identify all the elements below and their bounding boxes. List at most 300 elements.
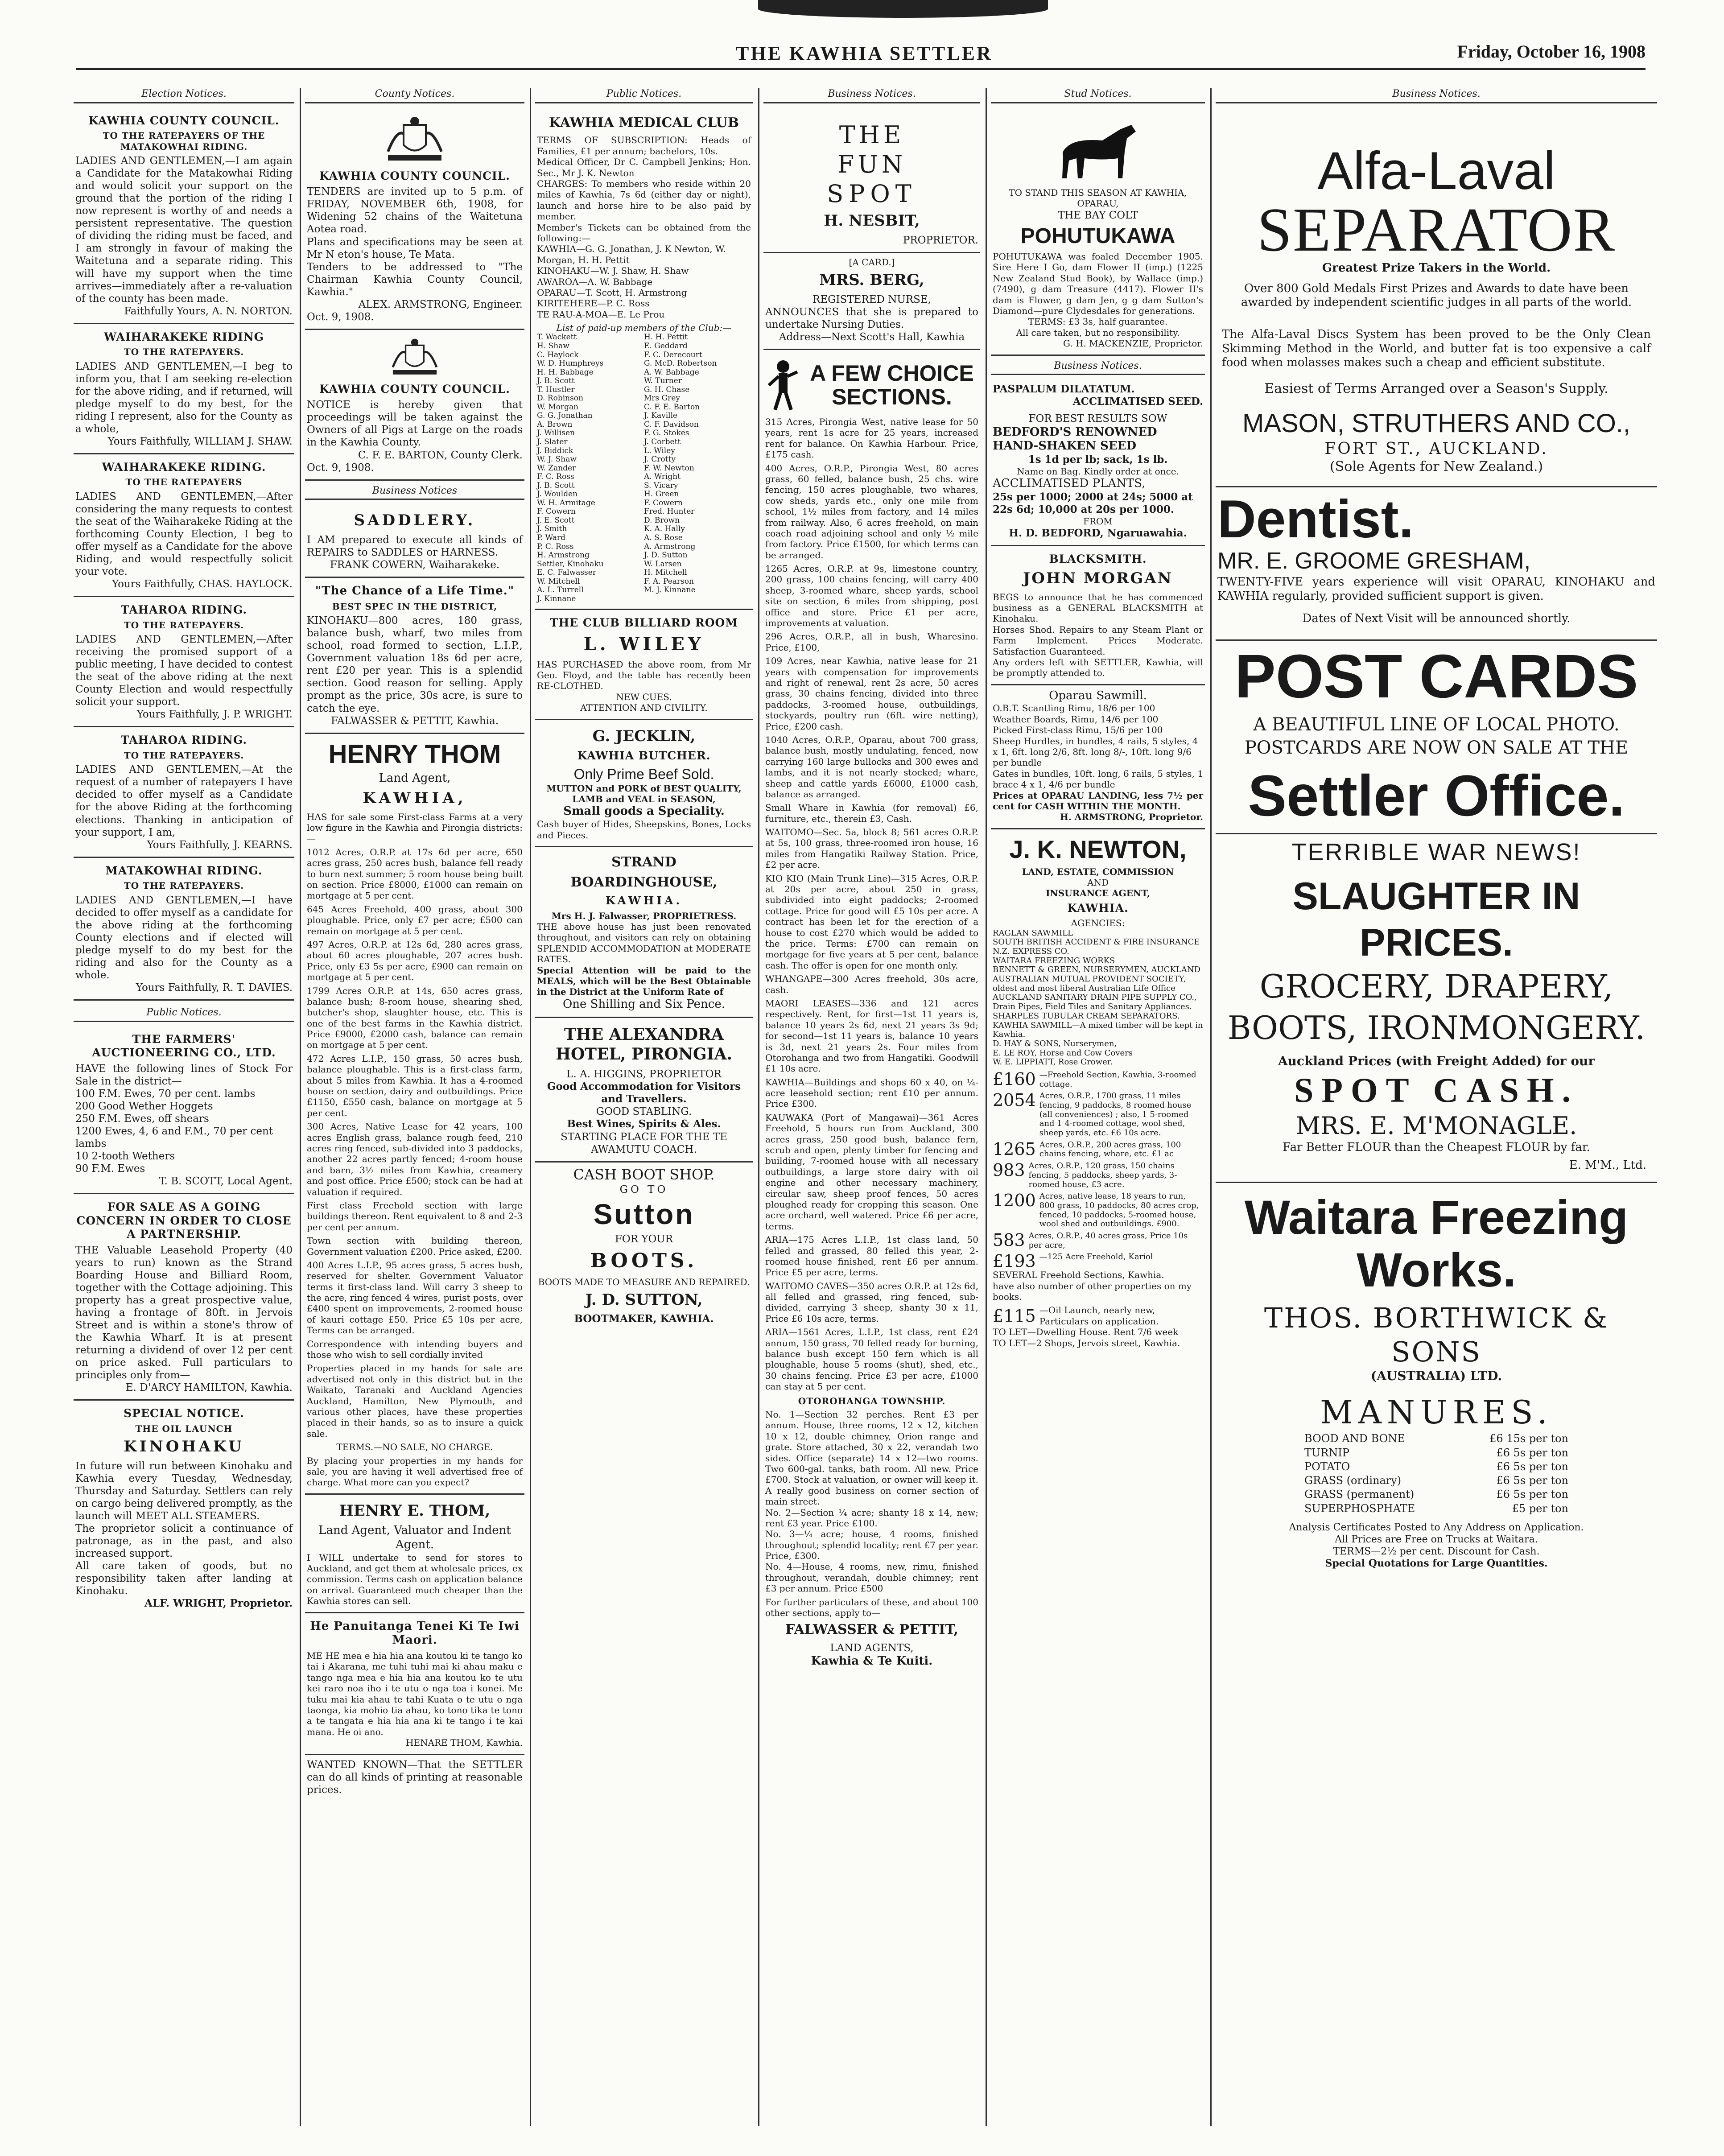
advert-waitara-freezing bbox=[1216, 1183, 1657, 1575]
manure-price: £5 per ton bbox=[1512, 1502, 1568, 1515]
stock-line: 100 F.M. Ewes, 70 per cent. lambs bbox=[75, 1088, 256, 1100]
agency-item: BENNETT & GREEN, NURSERYMEN, AUCKLAND bbox=[993, 965, 1201, 975]
notice-subtitle: THE OIL LAUNCH bbox=[135, 1423, 233, 1434]
member-name: G. H. Chase bbox=[644, 385, 690, 394]
notice-title: THE CLUB BILLIARD ROOM bbox=[550, 616, 738, 630]
advert-flour: Far Better FLOUR than the Cheapest FLOUR by far. bbox=[1283, 1141, 1590, 1154]
member-name: J. Crotty bbox=[644, 455, 676, 464]
to-let-line: TO LET—2 Shops, Jervois street, Kawhia. bbox=[993, 1337, 1180, 1348]
stud-care: All care taken, but no responsibility. bbox=[1016, 327, 1180, 338]
notice-title: "The Chance of a Life Time." bbox=[315, 584, 515, 598]
notice-jk-newton bbox=[991, 829, 1205, 1354]
notice-body: NEW CUES. bbox=[616, 691, 672, 702]
advert-name: MRS. E. M'MONAGLE. bbox=[1295, 1112, 1577, 1140]
notice-body: LADIES AND GENTLEMEN,—I have decided to offer myself as a candidate for the above riding at the forthcoming County elections and if elected will pledge myself to do my best for the riding and also for the County as a whole. bbox=[75, 894, 293, 981]
notice-body: ANNOUNCES that she is prepared to undertake Nursing Duties. bbox=[765, 306, 978, 330]
notice-signature: E. D'ARCY HAMILTON, Kawhia. bbox=[125, 1382, 293, 1394]
notice-title: FOR SALE AS A GOING CONCERN IN ORDER TO CLOSE A PARTNERSHIP. bbox=[76, 1200, 292, 1241]
notice-paspalum bbox=[991, 379, 1205, 546]
notice-body: LADIES AND GENTLEMEN,—After receiving the promised support of a public meeting, I have decided to contest the seat of the above riding at the next County Election and would respectfully solicit your support. bbox=[75, 634, 293, 708]
agent-role: Land Agent, bbox=[379, 771, 451, 785]
listing-item: 472 Acres L.I.P., 150 grass, 50 acres bush, balance ploughable. This is a first-class farm, about 5 miles from Kawhia. It has a 4-roomed house on section, dairy and outbuildings. Price £1150, £550 cash, balance on mortgage at 5 per cent. bbox=[307, 1053, 523, 1118]
notice-signature: C. F. E. BARTON, County Clerk. bbox=[358, 449, 523, 461]
agent-and: AND bbox=[1087, 877, 1109, 888]
listing-item: First class Freehold section with large buildings thereon. Rent equivalent to 8 and 2-3 per cent per annum. bbox=[307, 1200, 523, 1233]
property-desc: Acres, native lease, 18 years to run, 800 grass, 10 paddocks, 80 acres crop, fenced, 10 paddocks, 5-roomed house, wool shed and outbuildings. £900. bbox=[1039, 1191, 1199, 1229]
agency-item: SOUTH BRITISH ACCIDENT & FIRE INSURANCE bbox=[993, 937, 1200, 947]
notice-body: CHARGES: To members who reside within 20 miles of Kawhia, 7s 6d (either day or night), launch and horse hire to be also paid by member. bbox=[537, 178, 751, 222]
manure-name: POTATO bbox=[1304, 1460, 1350, 1473]
member-name: H. Green bbox=[644, 490, 679, 499]
notice-body: ATTENTION AND CIVILITY. bbox=[580, 702, 708, 713]
notice-title: BLACKSMITH. bbox=[1049, 552, 1147, 565]
butcher-role: KAWHIA BUTCHER. bbox=[577, 749, 711, 763]
notice-to: TO THE RATEPAYERS. bbox=[124, 346, 244, 358]
advert-alfa-laval bbox=[1216, 108, 1657, 487]
column-county-notices bbox=[305, 88, 524, 2126]
advert-next: Dates of Next Visit will be announced shortly. bbox=[1302, 611, 1571, 625]
member-name: A. Wright bbox=[644, 472, 681, 482]
listing-item: WHANGAPE—300 Acres freehold, 30s acre, cash. bbox=[765, 973, 978, 995]
stock-line: 200 Good Wether Hoggets bbox=[75, 1100, 213, 1112]
notice-title: SPECIAL NOTICE. bbox=[124, 1407, 244, 1420]
notice-fun-spot bbox=[763, 108, 980, 253]
several-sections: SEVERAL Freehold Sections, Kawhia. bbox=[993, 1270, 1164, 1281]
member-name: J. Smith bbox=[537, 524, 567, 534]
manure-name: GRASS (ordinary) bbox=[1304, 1474, 1402, 1487]
property-price: 1265 bbox=[993, 1139, 1036, 1159]
member-name: F. Cowern bbox=[644, 498, 683, 507]
property-row bbox=[993, 1232, 1203, 1250]
notice-pigs bbox=[305, 330, 524, 481]
member-name: G. G. Jonathan bbox=[537, 411, 593, 420]
timber-line: Picked First-class Rimu, 15/6 per 100 bbox=[993, 725, 1163, 736]
proprietor-role: PROPRIETOR. bbox=[903, 234, 978, 246]
column-header: Stud Notices. bbox=[991, 88, 1205, 103]
notice-to: TO THE RATEPAYERS. bbox=[124, 750, 244, 761]
timber-line: Gates in bundles, 10ft. long, 6 rails, 5 styles, 1 brace 4 x 1, 4/6 per bundle bbox=[993, 768, 1204, 790]
agent-line: AWAROA—A. W. Babbage bbox=[537, 276, 653, 287]
agent-line: KINOHAKU—W. J. Shaw, H. Shaw bbox=[537, 265, 689, 276]
notice-farmers-auctioneering bbox=[74, 1026, 294, 1194]
notice-title: He Panuitanga Tenei Ki Te Iwi Maori. bbox=[310, 1619, 520, 1647]
agent-line: KAWHIA—G. G. Jonathan, J. K Newton, W. Morgan, H. H. Pettit bbox=[537, 243, 726, 265]
launch-name: KINOHAKU bbox=[124, 1438, 244, 1456]
nurse-role: REGISTERED NURSE, bbox=[813, 293, 931, 305]
agent-line: KIRITEHERE—P. C. Ross bbox=[537, 298, 650, 309]
column-stud-notices bbox=[991, 88, 1205, 2126]
notice-signature: Yours Faithfully, J. KEARNS. bbox=[147, 839, 293, 851]
listing-item: Properties placed in my hands for sale are advertised not only in this district but in the Waikato, Taranaki and Auckland Agencies Auckland, Hamilton, New Plymouth, and various other places, have these properties placed in their hands, so as to insure a quick sale. bbox=[307, 1363, 523, 1439]
member-name: J. Slater bbox=[537, 437, 568, 447]
listing-item: 300 Acres, Native Lease for 42 years, 100 acres English grass, balance rough feed, 210 acres ring fenced, sub-divided into 3 paddocks, another 22 acres partly fenced; 4-room house and barn, 3½ miles from Kawhia, creamery and post office. Price £500; stock can be had at valuation if required. bbox=[307, 1121, 523, 1197]
notice-subtitle: BEST SPEC IN THE DISTRICT, bbox=[332, 601, 498, 612]
notice-medical-club bbox=[535, 108, 753, 610]
notice-role: BOOTMAKER, KAWHIA. bbox=[574, 1313, 714, 1325]
advert-body: TWENTY-FIVE years experience will visit OPARAU, KINOHAKU and KAWHIA regularly, provided sufficient support is given. bbox=[1217, 575, 1655, 603]
notice-go: GO TO bbox=[619, 1183, 668, 1195]
agency-list bbox=[993, 929, 1203, 1067]
column-election-notices bbox=[74, 88, 294, 2126]
member-name: A. S. Rose bbox=[644, 533, 683, 543]
advert-post-cards bbox=[1216, 641, 1657, 835]
notice-body: The proprietor solicit a continuance of patronage, as in the past, and also increased support. bbox=[75, 1522, 293, 1559]
advert-address: FORT ST., AUCKLAND. bbox=[1324, 440, 1548, 458]
notice-body: Medical Officer, Dr C. Campbell Jenkins; Hon. Sec., Mr J. K. Newton bbox=[537, 157, 751, 178]
hotel-line: STARTING PLACE FOR THE TE AWAMUTU COACH. bbox=[561, 1131, 727, 1155]
property-row bbox=[993, 1305, 1203, 1327]
listing-item: WAITOMO CAVES—350 acres O.R.P. at 12s 6d, all felled and grassed, ring fenced, sub-divided, carrying 3 sheep, shanty 30 x 11, Price £6 10s acre, terms. bbox=[765, 1280, 978, 1324]
member-name: A. Armstrong bbox=[644, 542, 696, 551]
agent-name: J. K. NEWTON, bbox=[1009, 835, 1187, 863]
notice-signature: Yours Faithfully, R. T. DAVIES. bbox=[136, 981, 293, 993]
listing-item: 1799 Acres O.R.P. at 14s, 650 acres grass, balance bush; 8-room house, shearing shed, butcher's shop, slaughter house, etc. This is one of the best farms in the Kawhia district. Price £9000, £2000 cash, balance can remain on mortgage at 5 per cent. bbox=[307, 985, 523, 1051]
notice-davies bbox=[74, 858, 294, 1001]
notice-body: All care taken of goods, but no responsibility taken after landing at Kinohaku. bbox=[75, 1560, 293, 1597]
notice-wanted-known bbox=[305, 1755, 524, 1801]
manure-price: £6 5s per ton bbox=[1496, 1460, 1568, 1473]
listing-item: ARIA—1561 Acres, L.I.P., 1st class, rent £24 annum, 150 grass, 70 felled ready for burning, balance bush except 150 fern which is all ploughable, house 5 rooms (shut), shed, etc., 30 chains fencing. Price £3 per acre, £1000 can stay at 5 per cent. bbox=[765, 1327, 978, 1392]
notice-body: I WILL undertake to send for stores to Auckland, and get them at wholesale prices, ex commission. Terms cash on application balance on arrival. Guaranteed much cheaper than the Kawhia stores can sell. bbox=[307, 1552, 523, 1607]
manure-price: £6 5s per ton bbox=[1496, 1446, 1568, 1459]
notice-title: KAWHIA COUNTY COUNCIL. bbox=[319, 382, 511, 396]
other-properties: have also number of other properties on my books. bbox=[993, 1280, 1192, 1303]
listing-item: KAUWAKA (Port of Mangawai)—361 Acres Freehold, 5 hours run from Auckland, 300 acres grass, 250 good bush, balance fern, scrub and open, plenty timber for fencing and building, 7-roomed house with all necessary outbuildings, a large store dairy with oil engine and other necessary machinery, circular saw, sheep proof fences, 50 acres ploughed ready for cropping this season. One acre orchard, well watered. Price £6 per acre, terms. bbox=[765, 1112, 978, 1232]
notice-signature: H. D. BEDFORD, Ngaruawahia. bbox=[1009, 527, 1187, 539]
member-name: F. C. Derecourt bbox=[644, 350, 702, 359]
member-name: J. Corbett bbox=[644, 437, 681, 447]
agent-role-2: INSURANCE AGENT, bbox=[1046, 888, 1150, 899]
dentist-name: MR. E. GROOME GRESHAM, bbox=[1217, 548, 1531, 574]
notice-mrs-berg bbox=[763, 253, 980, 350]
notice-more: For further particulars of these, and about 100 other sections, apply to— bbox=[765, 1596, 978, 1619]
property-row bbox=[993, 1141, 1203, 1159]
notice-title: WAIHARAKEKE RIDING. bbox=[102, 460, 266, 474]
notice-signature: Faithfully Yours, A. N. NORTON. bbox=[124, 305, 293, 317]
property-row bbox=[993, 1092, 1203, 1138]
advert-title: TERRIBLE WAR NEWS! bbox=[1291, 839, 1581, 866]
notice-body: TERMS OF SUBSCRIPTION: Heads of Families, £1 per annum; bachelors, 10s. bbox=[537, 135, 751, 157]
notice-body: LADIES AND GENTLEMEN,—After considering the many requests to contest the seat of the Waiharakeke Riding at the forthcoming County Election, I beg to offer myself as a Candidate for the above Riding, and would respectfully solicit your vote. bbox=[75, 491, 293, 578]
notice-title: THE FARMERS' AUCTIONEERING CO., LTD. bbox=[92, 1032, 276, 1059]
notice-blacksmith bbox=[991, 546, 1205, 685]
agency-item: D. HAY & SONS, Nurserymen, bbox=[993, 1039, 1117, 1048]
member-name: T. Hustler bbox=[537, 385, 575, 394]
member-name: A. L. Turrell bbox=[537, 585, 584, 595]
notice-signature: G. H. MACKENZIE, Proprietor. bbox=[1063, 338, 1203, 349]
agency-item: SHARPLES TUBULAR CREAM SEPARATORS. bbox=[993, 1011, 1180, 1021]
manure-name: SUPERPHOSPHATE bbox=[1304, 1502, 1415, 1515]
manure-name: GRASS (permanent) bbox=[1304, 1488, 1415, 1501]
listing-item: 1012 Acres, O.R.P. at 17s 6d per acre, 650 acres grass, 250 acres bush, balance fell ready to burn next summer; 5 room house being built on section. Price £8000, £1000 can remain on mortgage at 5 per cent. bbox=[307, 846, 523, 901]
agent-role: LAND, ESTATE, COMMISSION bbox=[1022, 866, 1174, 877]
section-header: Business Notices. bbox=[991, 360, 1205, 375]
hotel-line: GOOD STABLING. bbox=[596, 1106, 692, 1118]
member-name: J. D. Sutton bbox=[644, 551, 688, 560]
notice-subtitle: BOARDINGHOUSE, bbox=[570, 874, 718, 890]
notice-to: TO THE RATEPAYERS. bbox=[124, 619, 244, 631]
notice-body: Member's Tickets can be obtained from the following:— bbox=[537, 222, 751, 243]
notice-signature: FRANK COWERN, Waiharakeke. bbox=[330, 559, 500, 571]
agency-item: N.Z. EXPRESS CO. bbox=[993, 947, 1069, 956]
agencies-title: AGENCIES: bbox=[1071, 918, 1125, 929]
agent-role: Land Agent, Valuator and Indent Agent. bbox=[318, 1524, 511, 1551]
advert-dentist bbox=[1216, 487, 1657, 641]
proprietress: Mrs H. J. Falwasser, PROPRIETRESS. bbox=[551, 910, 737, 921]
notice-title: KAWHIA MEDICAL CLUB bbox=[549, 115, 739, 131]
stock-line: 1200 Ewes, 4, 6 and F.M., 70 per cent lambs bbox=[75, 1125, 273, 1150]
property-desc: —125 Acre Freehold, Kariol bbox=[1039, 1252, 1153, 1262]
coat-of-arms-icon bbox=[379, 116, 450, 165]
advert-terms: Easiest of Terms Arranged over a Season's Supply. bbox=[1264, 381, 1609, 397]
notice-body: I AM prepared to execute all kinds of REPAIRS to SADDLES or HARNESS. bbox=[307, 534, 523, 558]
township-title: OTOROHANGA TOWNSHIP. bbox=[798, 1395, 946, 1406]
listing-item: 296 Acres, O.R.P., all in bush, Wharesino. Price, £100, bbox=[765, 631, 978, 653]
notice-signature: Yours Faithfully, WILLIAM J. SHAW. bbox=[107, 435, 293, 447]
property-desc: —Oil Launch, nearly new, Particulars on application. bbox=[1039, 1305, 1159, 1327]
agent-place: KAWHIA, bbox=[363, 789, 467, 808]
listing-item: Small Whare in Kawhia (for removal) £6, furniture, etc., therein £3, Cash. bbox=[765, 802, 978, 824]
property-price: £115 bbox=[993, 1306, 1036, 1326]
member-name: W. H. Armitage bbox=[537, 498, 595, 507]
column-rule bbox=[758, 88, 759, 2126]
notice-body: In future will run between Kinohaku and Kawhia every Tuesday, Wednesday, Thursday and Saturday. Settlers can rely on cargo being delivered promptly, as the launch will MEET ALL STEAMERS. bbox=[75, 1460, 293, 1522]
notice-title: WAIHARAKEKE RIDING bbox=[103, 330, 264, 343]
member-name: C. Haylock bbox=[537, 350, 579, 359]
proprietor-name: L. WILEY bbox=[583, 633, 705, 655]
member-name: Fred. Hunter bbox=[644, 507, 695, 516]
listing-intro: HAS for sale some First-class Farms at a very low figure in the Kawhia and Pirongia districts:— bbox=[307, 811, 523, 844]
notice-title: KAWHIA COUNTY COUNCIL. bbox=[319, 169, 511, 182]
butcher-tag: Only Prime Beef Sold. bbox=[573, 766, 714, 782]
shop-name: Sutton bbox=[593, 1198, 695, 1230]
manure-price-table bbox=[1303, 1432, 1570, 1516]
notice-body: BOOTS MADE TO MEASURE AND REPAIRED. bbox=[538, 1276, 750, 1287]
member-name: F. C. Ross bbox=[537, 472, 574, 482]
notice-from: FROM bbox=[1083, 516, 1113, 527]
advert-name: THOS. BORTHWICK & SONS bbox=[1264, 1302, 1609, 1368]
column-rule bbox=[986, 88, 987, 2126]
member-name: Settler, Kinohaku bbox=[537, 559, 604, 569]
notice-date: Oct. 9, 1908. bbox=[307, 311, 374, 323]
agency-item: KAWHIA SAWMILL—A mixed timber will be kept in Kawhia. bbox=[993, 1020, 1203, 1039]
agent-name: HENRY E. THOM, bbox=[339, 1501, 491, 1520]
column-header: County Notices. bbox=[305, 88, 524, 103]
section-header: Business Notices bbox=[305, 485, 524, 500]
member-name: H. Mitchell bbox=[644, 568, 687, 577]
notice-date: Oct. 9, 1908. bbox=[307, 462, 374, 474]
advert-title: Waitara Freezing Works. bbox=[1244, 1190, 1629, 1297]
member-name: L. Wiley bbox=[644, 446, 675, 455]
property-list bbox=[993, 1071, 1203, 1270]
notice-maori bbox=[305, 1613, 524, 1755]
section-header: Public Notices. bbox=[74, 1007, 294, 1022]
member-name: A. W. Babbage bbox=[644, 367, 699, 377]
butcher-line: Small goods a Speciality. bbox=[563, 804, 725, 818]
listing-item: KAWHIA—Buildings and shops 60 x 40, on ¼-acre leasehold section; rent £10 per annum. Price £300. bbox=[765, 1076, 978, 1109]
masthead bbox=[76, 37, 1646, 70]
manure-name: BOOD AND BONE bbox=[1304, 1432, 1405, 1445]
butcher-name: G. JECKLIN, bbox=[592, 727, 696, 745]
notice-body: Tenders to be addressed to "The Chairman Kawhia County Council, Kawhia." bbox=[307, 261, 523, 298]
agency-item: AUCKLAND SANITARY DRAIN PIPE SUPPLY CO., Drain Pipes, Field Tiles and Sanitary Appliances. bbox=[993, 993, 1197, 1012]
fun-spot-line: THE bbox=[839, 120, 905, 149]
member-name: W. Turner bbox=[644, 376, 682, 386]
listing-item: Town section with building thereon, Government valuation £200. Price asked, £200. bbox=[307, 1235, 523, 1257]
advert-sole: (Sole Agents for New Zealand.) bbox=[1329, 459, 1543, 475]
member-name: F. G. Stokes bbox=[644, 429, 689, 438]
stock-line: 250 F.M. Ewes, off shears bbox=[75, 1113, 209, 1125]
seed-price: 1s 1d per lb; sack, 1s lb. bbox=[1028, 453, 1168, 466]
member-name: J. B. Scott bbox=[537, 376, 575, 386]
listing-item: 497 Acres, O.R.P. at 12s 6d, 280 acres grass, about 60 acres ploughable, 207 acres bush. Price, only £3 5s per acre, £900 can remain on mortgage at 5 per cent. bbox=[307, 939, 523, 983]
notice-to: TO THE RATEPAYERS. bbox=[124, 880, 244, 891]
listing-item: MAORI LEASES—336 and 121 acres respectively. Rent, for first—1st 11 years is, balance 10 years 2s 6d, next 21 years 3s 9d; for second—1st 11 years is, balance 10 years is 3d, next 21 years 2s. Four miles from Otorohanga and two from Hangatiki. Goodwill £1 10s acre. bbox=[765, 998, 978, 1074]
listing-item: 400 Acres, O.R.P., Pirongia West, 80 acres grass, 60 felled, balance bush, 25 chs. wire fencing, 150 acres ploughable, two whares, cow sheds, yards etc., only one mile from school, 1½ miles from factory, and 14 miles from railway. Also, 6 acres freehold, on main coach road adjoining school and only ½ mile from factory. Price £1500, for which terms can be arranged. bbox=[765, 462, 978, 561]
member-name: F. W. Newton bbox=[644, 463, 694, 473]
notice-body: Special Attention will be paid to the MEALS, which will be the Best Obtainable in the District at the Uniform Rate of bbox=[537, 965, 751, 998]
notice-pohutukawa bbox=[991, 108, 1205, 356]
advert-place: Settler Office. bbox=[1248, 763, 1625, 829]
member-name: W. Larsen bbox=[644, 559, 682, 569]
stud-name: POHUTUKAWA bbox=[1020, 224, 1175, 248]
notice-signature: T. B. SCOTT, Local Agent. bbox=[159, 1175, 293, 1187]
column-public-notices bbox=[535, 88, 753, 2126]
advert-line: BOOTS, IRONMONGERY. bbox=[1227, 1009, 1646, 1047]
advert-ltd: (AUSTRALIA) LTD. bbox=[1370, 1369, 1502, 1384]
notice-title: PASPALUM DILATATUM. bbox=[993, 383, 1135, 396]
notice-title: KAWHIA COUNTY COUNCIL. bbox=[88, 114, 280, 127]
notice-sow: FOR BEST RESULTS SOW bbox=[1028, 413, 1167, 425]
advert-footer: Analysis Certificates Posted to Any Address on Application. bbox=[1289, 1521, 1584, 1533]
member-name: J. Willisen bbox=[537, 429, 575, 438]
member-name: H. Shaw bbox=[537, 342, 569, 350]
notice-oparau-sawmill bbox=[991, 685, 1205, 829]
notice-title: TAHAROA RIDING. bbox=[120, 734, 247, 747]
manure-name: TURNIP bbox=[1304, 1446, 1349, 1459]
member-name: D. Robinson bbox=[537, 394, 584, 403]
property-price: £193 bbox=[993, 1251, 1036, 1271]
coat-of-arms-icon bbox=[384, 338, 446, 378]
agency-item: WAITARA FREEZING WORKS bbox=[993, 956, 1115, 965]
member-name: D. Brown bbox=[644, 515, 680, 525]
agent-line: TE RAU-A-MOA—E. Le Prou bbox=[537, 309, 665, 320]
notice-chance-of-life-time bbox=[305, 578, 524, 734]
manure-price: £6 5s per ton bbox=[1496, 1488, 1568, 1501]
notice-signature: FALWASSER & PETTIT, bbox=[785, 1622, 958, 1638]
stud-intro: TO STAND THIS SEASON AT KAWHIA, OPARAU, bbox=[1009, 187, 1187, 209]
plants-price: 25s per 1000; 2000 at 24s; 5000 at 22s 6d; 10,000 at 20s per 1000. bbox=[993, 491, 1193, 516]
member-name: H. H. Pettit bbox=[644, 333, 688, 342]
advert-footer: Special Quotations for Large Quantities. bbox=[1325, 1558, 1548, 1570]
notice-signature: ALEX. ARMSTRONG, Engineer. bbox=[358, 298, 523, 310]
proprietor-name: H. NESBIT, bbox=[824, 212, 920, 230]
column-business-notices-wide bbox=[1216, 88, 1657, 2126]
township-item: No. 4—House, 4 rooms, new, rimu, finished throughout, verandah, double chimney; rent £3 per annum. Price £500 bbox=[765, 1561, 978, 1594]
property-desc: Acres, O.R.P., 200 acres grass, 100 chains fencing, whare, etc. £1 ac bbox=[1039, 1140, 1181, 1159]
notice-signature: HENARE THOM, Kawhia. bbox=[406, 1737, 523, 1748]
notice-signature: Yours Faithfully, J. P. WRIGHT. bbox=[136, 709, 293, 721]
advert-body: A BEAUTIFUL LINE OF LOCAL PHOTO. POSTCARDS ARE NOW ON SALE AT THE bbox=[1244, 714, 1629, 759]
notice-title: TAHAROA RIDING. bbox=[120, 603, 247, 617]
listing-item: TERMS.—NO SALE, NO CHARGE. bbox=[336, 1442, 493, 1453]
listing-item: 645 Acres Freehold, 400 grass, about 300 ploughable. Price, only £7 per acre; £500 can remain on mortgage at 5 per cent. bbox=[307, 903, 523, 936]
advert-title: POST CARDS bbox=[1234, 642, 1638, 711]
agency-item: RAGLAN SAWMILL bbox=[993, 928, 1073, 938]
listing-item: 1040 Acres, O.R.P., Oparau, about 700 grass, balance bush, mostly undulating, fenced, now carrying 160 large bullocks and 300 ewes and lambs, and it is not nearly stocked; whare, sheep and cattle yards £6000, £1000 cash, balance as arranged. bbox=[765, 734, 978, 800]
column-header: Election Notices. bbox=[74, 88, 294, 103]
notice-title: MATAKOWHAI RIDING. bbox=[105, 864, 263, 877]
advert-sign: E. M'M., Ltd. bbox=[1569, 1158, 1646, 1172]
member-name: J. E. Scott bbox=[537, 515, 575, 525]
notice-billiard-room bbox=[535, 610, 753, 720]
plants-title: ACCLIMATISED PLANTS, bbox=[993, 477, 1146, 491]
timber-line: Sheep Hurdles, in bundles, 4 rails, 5 styles, 4 x 1, 6ft. long 2/6, 8ft. long 8/-, 10ft. long 9/6 per bundle bbox=[993, 735, 1198, 768]
members-column-a bbox=[537, 333, 644, 603]
member-name: Mrs Grey bbox=[644, 394, 681, 403]
property-row bbox=[993, 1162, 1203, 1189]
notice-body: WANTED KNOWN—That the SETTLER can do all kinds of printing at reasonable prices. bbox=[307, 1759, 523, 1796]
notice-body: TENDERS are invited up to 5 p.m. of FRIDAY, NOVEMBER 6th, 1908, for Widening 52 chains of the Waitetuna Aotea road. bbox=[307, 186, 523, 235]
notice-body: LADIES AND GENTLEMEN,—At the request of a number of ratepayers I have decided to offer myself as a Candidate for the above Riding at the forthcoming elections. Thanking in anticipation of your support, I am, bbox=[75, 764, 293, 838]
member-name: E. Geddard bbox=[644, 342, 688, 350]
advert-spot-cash: SPOT CASH. bbox=[1294, 1071, 1579, 1110]
member-name: G. McD. Robertson bbox=[644, 359, 717, 368]
agent-line: OPARAU—T. Scott, H. Armstrong bbox=[537, 287, 687, 298]
member-name: J. Biddick bbox=[537, 446, 573, 455]
column-rule bbox=[300, 88, 301, 2126]
nurse-name: MRS. BERG, bbox=[819, 271, 924, 289]
notice-choice-sections bbox=[763, 350, 980, 1674]
notice-body: BEGS to announce that he has commenced business as a GENERAL BLACKSMITH at Kinohaku. bbox=[993, 591, 1203, 624]
to-let-line: TO LET—Dwelling House. Rent 7/6 week bbox=[993, 1327, 1179, 1338]
township-item: No. 1—Section 32 perches. Rent £3 per annum. House, three rooms, 12 x 12, kitchen 10 x 12, double chimney, Orion range and grate. Store attached, 30 x 22, verandah two sides. Office (separate) 14 x 12—two rooms. Two 600-gal. tanks, bath room. All new. Price £700. Stock at valuation, or owner will keep it. A really good business on corner section of main street. bbox=[765, 1409, 978, 1507]
member-name: J. Woulden bbox=[537, 490, 578, 499]
notice-tenders bbox=[305, 108, 524, 330]
notice-signature: Yours Faithfully, CHAS. HAYLOCK. bbox=[111, 578, 293, 590]
column-header: Business Notices. bbox=[763, 88, 980, 103]
advert-prices: Auckland Prices (with Freight Added) for our bbox=[1278, 1053, 1595, 1068]
manure-price: £6 15s per ton bbox=[1489, 1432, 1568, 1445]
member-name: W. Mitchell bbox=[537, 577, 580, 586]
member-name: W. J. Shaw bbox=[537, 455, 577, 464]
notice-alexandra-hotel bbox=[535, 1018, 753, 1162]
member-name: W. D. Humphreys bbox=[537, 359, 604, 368]
hotel-line: Best Wines, Spirits & Ales. bbox=[567, 1118, 721, 1130]
member-name: C. F. Davidson bbox=[644, 420, 699, 429]
member-name: J. B. Scott bbox=[537, 481, 575, 490]
notice-body: Any orders left with SETTLER, Kawhia, will be promptly attended to. bbox=[993, 656, 1203, 679]
notice-title: Oparau Sawmill. bbox=[1049, 688, 1147, 702]
manure-row bbox=[1303, 1432, 1570, 1446]
notice-signature: FALWASSER & PETTIT, Kawhia. bbox=[330, 715, 499, 727]
timber-line: O.B.T. Scantling Rimu, 18/6 per 100 bbox=[993, 703, 1155, 714]
notice-haylock bbox=[74, 454, 294, 597]
member-name: E. C. Falwasser bbox=[537, 568, 596, 577]
agent-place: KAWHIA. bbox=[1067, 901, 1129, 915]
manure-row bbox=[1303, 1446, 1570, 1460]
notice-title-2: ACCLIMATISED SEED. bbox=[1072, 396, 1203, 408]
listing-item: WAITOMO—Sec. 5a, block 8; 561 acres O.R.P. at 5s, 100 grass, three-roomed iron house, 16 miles from Hangatiki Railway Station. Price, £2 per acre. bbox=[765, 827, 978, 870]
member-name: M. J. Kinnane bbox=[644, 585, 696, 595]
notice-title: A FEW CHOICE SECTIONS. bbox=[810, 361, 974, 409]
notice-body: Cash buyer of Hides, Sheepskins, Bones, Locks and Pieces. bbox=[537, 819, 751, 841]
notice-saddlery bbox=[305, 504, 524, 578]
member-name: W. Morgan bbox=[537, 402, 579, 412]
member-name: F. Cowern bbox=[537, 507, 576, 516]
advert-agent: MASON, STRUTHERS AND CO., bbox=[1242, 408, 1631, 438]
manure-price: £6 5s per ton bbox=[1496, 1474, 1568, 1487]
